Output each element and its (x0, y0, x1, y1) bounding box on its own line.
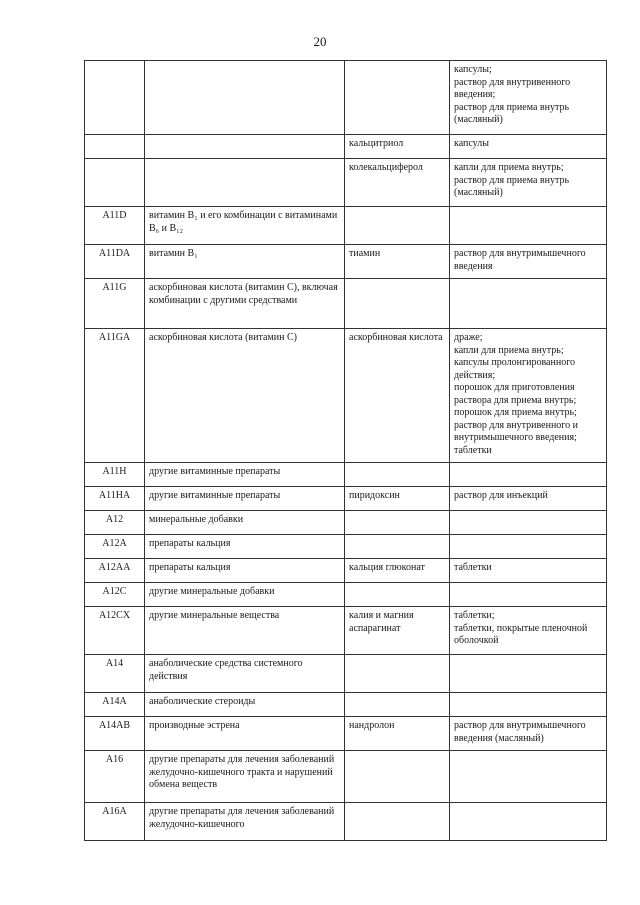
dosage-form-cell (450, 329, 607, 463)
atc-code-cell: A11DA (85, 245, 145, 279)
dosage-form-cell (450, 207, 607, 245)
atc-code-cell: A12C (85, 583, 145, 607)
dosage-form-line: (масляный) (454, 187, 503, 198)
dosage-form-line: введения (454, 260, 493, 272)
drug-name-cell (345, 511, 450, 535)
table-row (85, 655, 607, 693)
dosage-form-cell (450, 717, 607, 751)
dosage-form-cell (450, 559, 607, 583)
atc-code-cell: A12CX (85, 607, 145, 655)
dosage-form-line: порошок для приема внутрь; (454, 407, 577, 418)
atc-code-cell: A11H (85, 463, 145, 487)
dosage-form-line: введения; (454, 89, 496, 100)
drug-name-cell (345, 803, 450, 841)
dosage-form-line: внутримышечного введения; (454, 432, 577, 443)
dosage-form-line: действия; (454, 369, 496, 381)
atc-code-cell (85, 159, 145, 207)
group-name-cell (145, 159, 345, 207)
dosage-form-line: капсулы (454, 138, 489, 149)
atc-code-cell: A14A (85, 693, 145, 717)
drug-name-cell (345, 751, 450, 803)
atc-code-cell (85, 135, 145, 159)
atc-code-cell: A11G (85, 279, 145, 329)
medication-table (84, 60, 607, 841)
dosage-form-cell (450, 135, 607, 159)
dosage-form-line: капсулы пролонгированного (454, 357, 576, 368)
table-row (85, 751, 607, 803)
atc-code-cell: A14AB (85, 717, 145, 751)
dosage-form-cell (450, 279, 607, 329)
atc-code-cell: A12AA (85, 559, 145, 583)
group-name-cell (145, 61, 345, 135)
atc-code-cell: A11HA (85, 487, 145, 511)
dosage-form-line: таблетки; (454, 610, 495, 621)
drug-name-cell: кальция глюконат (345, 559, 450, 583)
table-row (85, 463, 607, 487)
table-row (85, 693, 607, 717)
group-name-cell: анаболические средства системного действия (145, 655, 345, 693)
drug-name-cell: нандролон (345, 717, 450, 751)
table-row (85, 245, 607, 279)
dosage-form-cell (450, 245, 607, 279)
dosage-form-cell (450, 159, 607, 207)
group-name-cell: препараты кальция (145, 535, 345, 559)
dosage-form-line: таблетки (454, 444, 492, 456)
group-name-cell: анаболические стероиды (145, 693, 345, 717)
table-row (85, 159, 607, 207)
group-name-cell: аскорбиновая кислота (витамин C) (145, 329, 345, 463)
atc-code-cell: A11D (85, 207, 145, 245)
dosage-form-line: раствор для приема внутрь (454, 174, 570, 186)
group-name-cell: минеральные добавки (145, 511, 345, 535)
table-row (85, 511, 607, 535)
group-name-cell: витамин B₁ (145, 245, 345, 279)
dosage-form-line: таблетки (454, 562, 492, 573)
group-name-cell: другие препараты для лечения заболеваний желудочно-кишечного (145, 803, 345, 841)
dosage-form-line: раствора для приема внутрь; (454, 394, 577, 406)
drug-name-cell (345, 207, 450, 245)
drug-name-cell: колекальциферол (345, 159, 450, 207)
drug-name-cell (345, 693, 450, 717)
dosage-form-line: капли для приема внутрь; (454, 162, 564, 173)
dosage-form-cell (450, 463, 607, 487)
atc-code-cell: A12 (85, 511, 145, 535)
dosage-form-cell (450, 61, 607, 135)
group-name-cell: другие минеральные вещества (145, 607, 345, 655)
dosage-form-line: раствор для внутривенного (454, 76, 571, 88)
group-name-cell: аскорбиновая кислота (витамин C), включая комбинации с другими средствами (145, 279, 345, 329)
atc-code-cell: A14 (85, 655, 145, 693)
drug-name-cell (345, 279, 450, 329)
page-number: 20 (313, 34, 327, 49)
table-row (85, 559, 607, 583)
table-row (85, 487, 607, 511)
group-name-cell: другие препараты для лечения заболеваний желудочно-кишечного тракта и нарушений обмена веществ (145, 751, 345, 803)
table-row (85, 61, 607, 135)
dosage-form-line: оболочкой (454, 635, 499, 646)
table-row (85, 535, 607, 559)
drug-name-cell: пиридоксин (345, 487, 450, 511)
dosage-form-cell (450, 803, 607, 841)
group-name-cell: производные эстрена (145, 717, 345, 751)
dosage-form-line: порошок для приготовления (454, 382, 575, 393)
dosage-form-cell (450, 535, 607, 559)
drug-name-cell (345, 535, 450, 559)
dosage-form-line: введения (масляный) (454, 732, 544, 744)
dosage-form-line: раствор для инъекций (454, 490, 548, 501)
drug-name-cell: кальцитриол (345, 135, 450, 159)
group-name-cell: другие витаминные препараты (145, 487, 345, 511)
drug-name-cell (345, 655, 450, 693)
drug-name-cell (345, 463, 450, 487)
drug-name-cell (345, 61, 450, 135)
dosage-form-line: капли для приема внутрь; (454, 344, 564, 356)
dosage-form-line: раствор для приема внутрь (454, 101, 570, 113)
atc-code-cell: A11GA (85, 329, 145, 463)
dosage-form-cell (450, 487, 607, 511)
drug-name-cell: тиамин (345, 245, 450, 279)
atc-code-cell: A16 (85, 751, 145, 803)
dosage-form-line: раствор для внутримышечного (454, 248, 586, 259)
group-name-cell: витамин B₁ и его комбинации с витаминами B₆ и B₁₂ (145, 207, 345, 245)
table-row (85, 583, 607, 607)
atc-code-cell: A12A (85, 535, 145, 559)
dosage-form-line: драже; (454, 332, 483, 343)
dosage-form-line: раствор для внутривенного и (454, 419, 579, 431)
dosage-form-cell (450, 751, 607, 803)
dosage-form-line: таблетки, покрытые пленочной (454, 622, 588, 634)
group-name-cell: другие минеральные добавки (145, 583, 345, 607)
group-name-cell: другие витаминные препараты (145, 463, 345, 487)
table-row (85, 135, 607, 159)
table-row (85, 803, 607, 841)
table-row (85, 279, 607, 329)
dosage-form-cell (450, 511, 607, 535)
atc-code-cell: A16A (85, 803, 145, 841)
drug-name-cell: аскорбиновая кислота (345, 329, 450, 463)
dosage-form-line: капсулы; (454, 64, 492, 75)
group-name-cell (145, 135, 345, 159)
table-row (85, 207, 607, 245)
dosage-form-cell (450, 607, 607, 655)
dosage-form-cell (450, 583, 607, 607)
group-name-cell: препараты кальция (145, 559, 345, 583)
dosage-form-line: (масляный) (454, 114, 503, 125)
table-row (85, 329, 607, 463)
dosage-form-cell (450, 655, 607, 693)
atc-code-cell (85, 61, 145, 135)
drug-name-cell: калия и магния аспарагинат (345, 607, 450, 655)
dosage-form-cell (450, 693, 607, 717)
drug-name-cell (345, 583, 450, 607)
table-row (85, 607, 607, 655)
dosage-form-line: раствор для внутримышечного (454, 720, 586, 731)
table-row (85, 717, 607, 751)
